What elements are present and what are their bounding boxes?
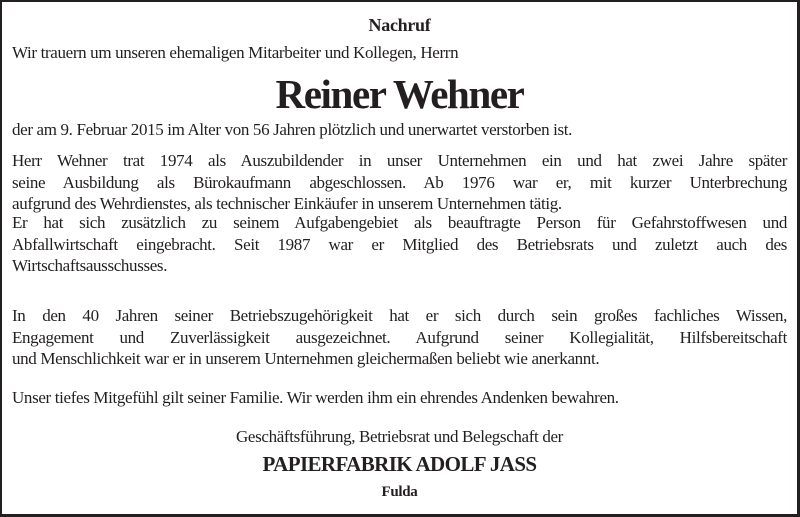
- paragraph-line: der am 9. Februar 2015 im Alter von 56 Jahren plötzlich und unerwartet verstorben ist.: [12, 120, 573, 139]
- intro-text: Wir trauern um unseren ehemaligen Mitarbeiter und Kollegen, Herrn: [12, 43, 459, 62]
- paragraph-line: Er hat sich zusätzlich zu seinem Aufgabengebiet als beauftragte Person für Gefahrstoffwesen und: [12, 213, 787, 232]
- paragraph-death-notice: [12, 119, 787, 141]
- paragraph-line: Wirtschaftsausschusses.: [12, 256, 168, 275]
- paragraph-line: aufgrund des Wehrdienstes, als technischer Einkäufer in unserem Unternehmen tätig.: [12, 194, 562, 213]
- company-name: PAPIERFABRIK ADOLF JASS: [262, 452, 537, 476]
- paragraph-line: In den 40 Jahren seiner Betriebszugehörigkeit hat er sich durch sein großes fachliches Wissen,: [12, 306, 787, 325]
- paragraph-tribute: [12, 305, 787, 370]
- paragraph-line: Unser tiefes Mitgefühl gilt seiner Familie. Wir werden ihm ein ehrendes Andenken bewahren.: [12, 388, 619, 407]
- heading: Nachruf: [368, 15, 431, 35]
- paragraph-line: seine Ausbildung als Bürokaufmann abgeschlossen. Ab 1976 war er, mit kurzer Unterbrechung: [12, 172, 787, 192]
- signers-line: Geschäftsführung, Betriebsrat und Belegschaft der: [236, 427, 563, 446]
- obituary-content: [12, 2, 787, 514]
- deceased-name: Reiner Wehner: [275, 71, 524, 117]
- paragraph-duties: [12, 212, 787, 277]
- paragraph-career: [12, 150, 787, 215]
- paragraph-condolence: [12, 387, 787, 409]
- paragraph-line: Abfallwirtschaft eingebracht. Seit 1987 war er Mitglied des Betriebsrats und zuletzt auch des: [12, 234, 787, 254]
- paragraph-line: Engagement und Zuverlässigkeit ausgezeichnet. Aufgrund seiner Kollegialität, Hilfsbereitschaft: [12, 327, 787, 347]
- company-city: Fulda: [381, 484, 418, 500]
- paragraph-line: Herr Wehner trat 1974 als Auszubildender in unser Unternehmen ein und hat zwei Jahre später: [12, 151, 787, 170]
- paragraph-line: und Menschlichkeit war er in unserem Unternehmen gleichermaßen beliebt wie anerkannt.: [12, 349, 600, 368]
